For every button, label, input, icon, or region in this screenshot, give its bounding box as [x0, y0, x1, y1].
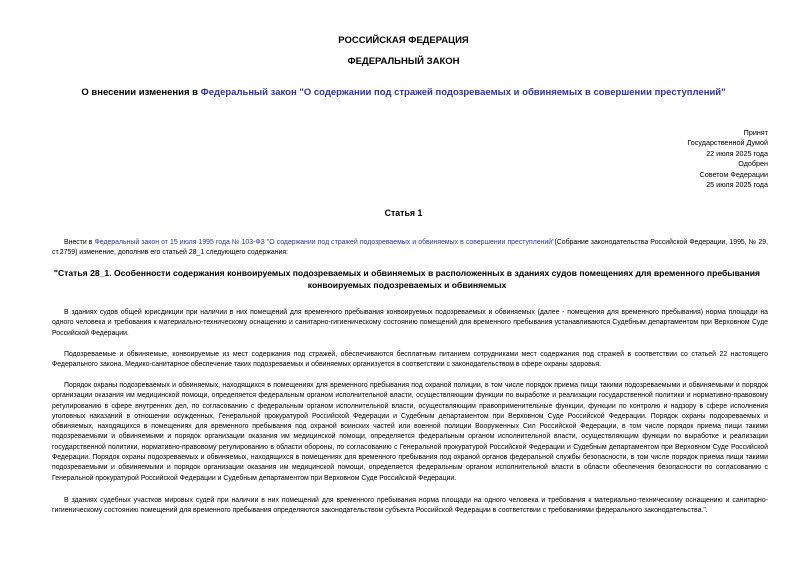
country-heading: РОССИЙСКАЯ ФЕДЕРАЦИЯ — [338, 35, 469, 46]
adoption-line: 25 июля 2025 года — [706, 180, 768, 190]
section-title: "Статья 28_1. Особенности содержания конвоируемых подозреваемых и обвиняемых в расположенных в зданиях судов помещениях для временного пребывания конвоируемых подозреваемых и обвиняемых — [53, 268, 761, 290]
adoption-line: Советом Федерации — [699, 169, 768, 179]
amended-law-link[interactable]: Федеральный закон "О содержании под стражей подозреваемых и обвиняемых в совершении преступлений" — [200, 87, 726, 98]
federal-law-103-link[interactable]: Федеральный закон от 15 июля 1995 года № 103-ФЗ "О содержании под стражей подозреваемых и обвиняемых в совершении преступлений" — [94, 239, 555, 246]
paragraph: Подозреваемые и обвиняемые, конвоируемые из мест содержания под стражей, обеспечиваются бесплатным питанием сотрудниками мест содержания под стражей в соответствии со статьей 22 настоящего Федерального закона. Медико-санитарное обеспечение таких подозреваемых и обвиняемых организуется в соответствии с законодательством в сфере охраны здоровья. — [52, 351, 768, 369]
intro-suffix: (Собрание законодательства Российской Федерации, 1995, № 29, ст.2759) изменение, дополнив его статьей 28_1 следующего содержания: — [52, 239, 768, 257]
law-title — [0, 87, 807, 98]
law-title-prefix: О внесении изменения в — [81, 87, 201, 98]
adoption-block — [687, 128, 768, 190]
article-heading: Статья 1 — [384, 208, 423, 218]
adoption-line: 22 июля 2025 года — [706, 148, 768, 158]
adoption-line: Государственной Думой — [687, 138, 768, 148]
article-intro — [52, 238, 768, 259]
adoption-line: Принят — [743, 128, 768, 137]
paragraph: Порядок охраны подозреваемых и обвиняемых, находящихся в помещениях для временного пребывания под охраной полиции, в том числе порядок приема пищи такими подозреваемыми и обвиняемыми и порядок организации оказания им медицинской помощи, определяется федеральным органом исполнительной власти, осуществляющим функции по выработке и реализации государственной политики и нормативно-правовому регулированию в сфере внутренних дел, по согласованию с федеральным органом исполнительной власти, осуществляющим правоприменительные функции, функции по контролю и надзору в сфере исполнения уголовных наказаний в отношении осужденных, Генеральной прокуратурой Российской Федерации и Судебным департаментом при Верховном Суде Российской Федерации. Порядок охраны подозреваемых и обвиняемых, находящихся в помещениях для временного пребывания под охраной воинских частей или военной полиции Вооруженных Сил Российской Федерации, в том числе порядок приема пищи такими подозреваемыми и обвиняемыми и порядок организации оказания им медицинской помощи, определяется федеральным органом исполнительной власти, осуществляющим функции по выработке и реализации государственной политики, нормативно-правовому регулированию в области обороны, по согласованию с Генеральной прокуратурой Российской Федерации и Судебным департаментом при Верховном Суде Российской Федерации. Порядок охраны подозреваемых и обвиняемых, находящихся в помещениях для временного пребывания под охраной органов федеральной службы безопасности, в том числе порядок приема пищи такими подозреваемыми и обвиняемыми и порядок организации оказания им медицинской помощи, определяется федеральным органом исполнительной власти в области обеспечения безопасности по согласованию с Генеральной прокуратурой Российской Федерации и Судебным департаментом при Верховном Суде Российской Федерации. — [52, 382, 768, 482]
paragraph: В зданиях судебных участков мировых судей при наличии в них помещений для временного пребывания норма площади на одного человека и требования к материально-техническому оснащению и санитарно-гигиеническому состоянию помещений для временного пребывания определяются законодательством субъекта Российской Федерации в соответствии с требованиями федерального законодательства.". — [52, 497, 768, 515]
paragraph: В зданиях судов общей юрисдикции при наличии в них помещений для временного пребывания конвоируемых подозреваемых и обвиняемых (далее - помещения для временного пребывания) норма площади на одного человека и требования к материально-техническому оснащению и санитарно-гигиеническому состоянию помещений для временного пребывания устанавливаются Судебным департаментом при Верховном Суде Российской Федерации. — [52, 309, 768, 337]
adoption-line: Одобрен — [738, 159, 768, 169]
law-type-heading: ФЕДЕРАЛЬНЫЙ ЗАКОН — [347, 56, 460, 67]
intro-prefix: Внести в — [64, 239, 95, 246]
